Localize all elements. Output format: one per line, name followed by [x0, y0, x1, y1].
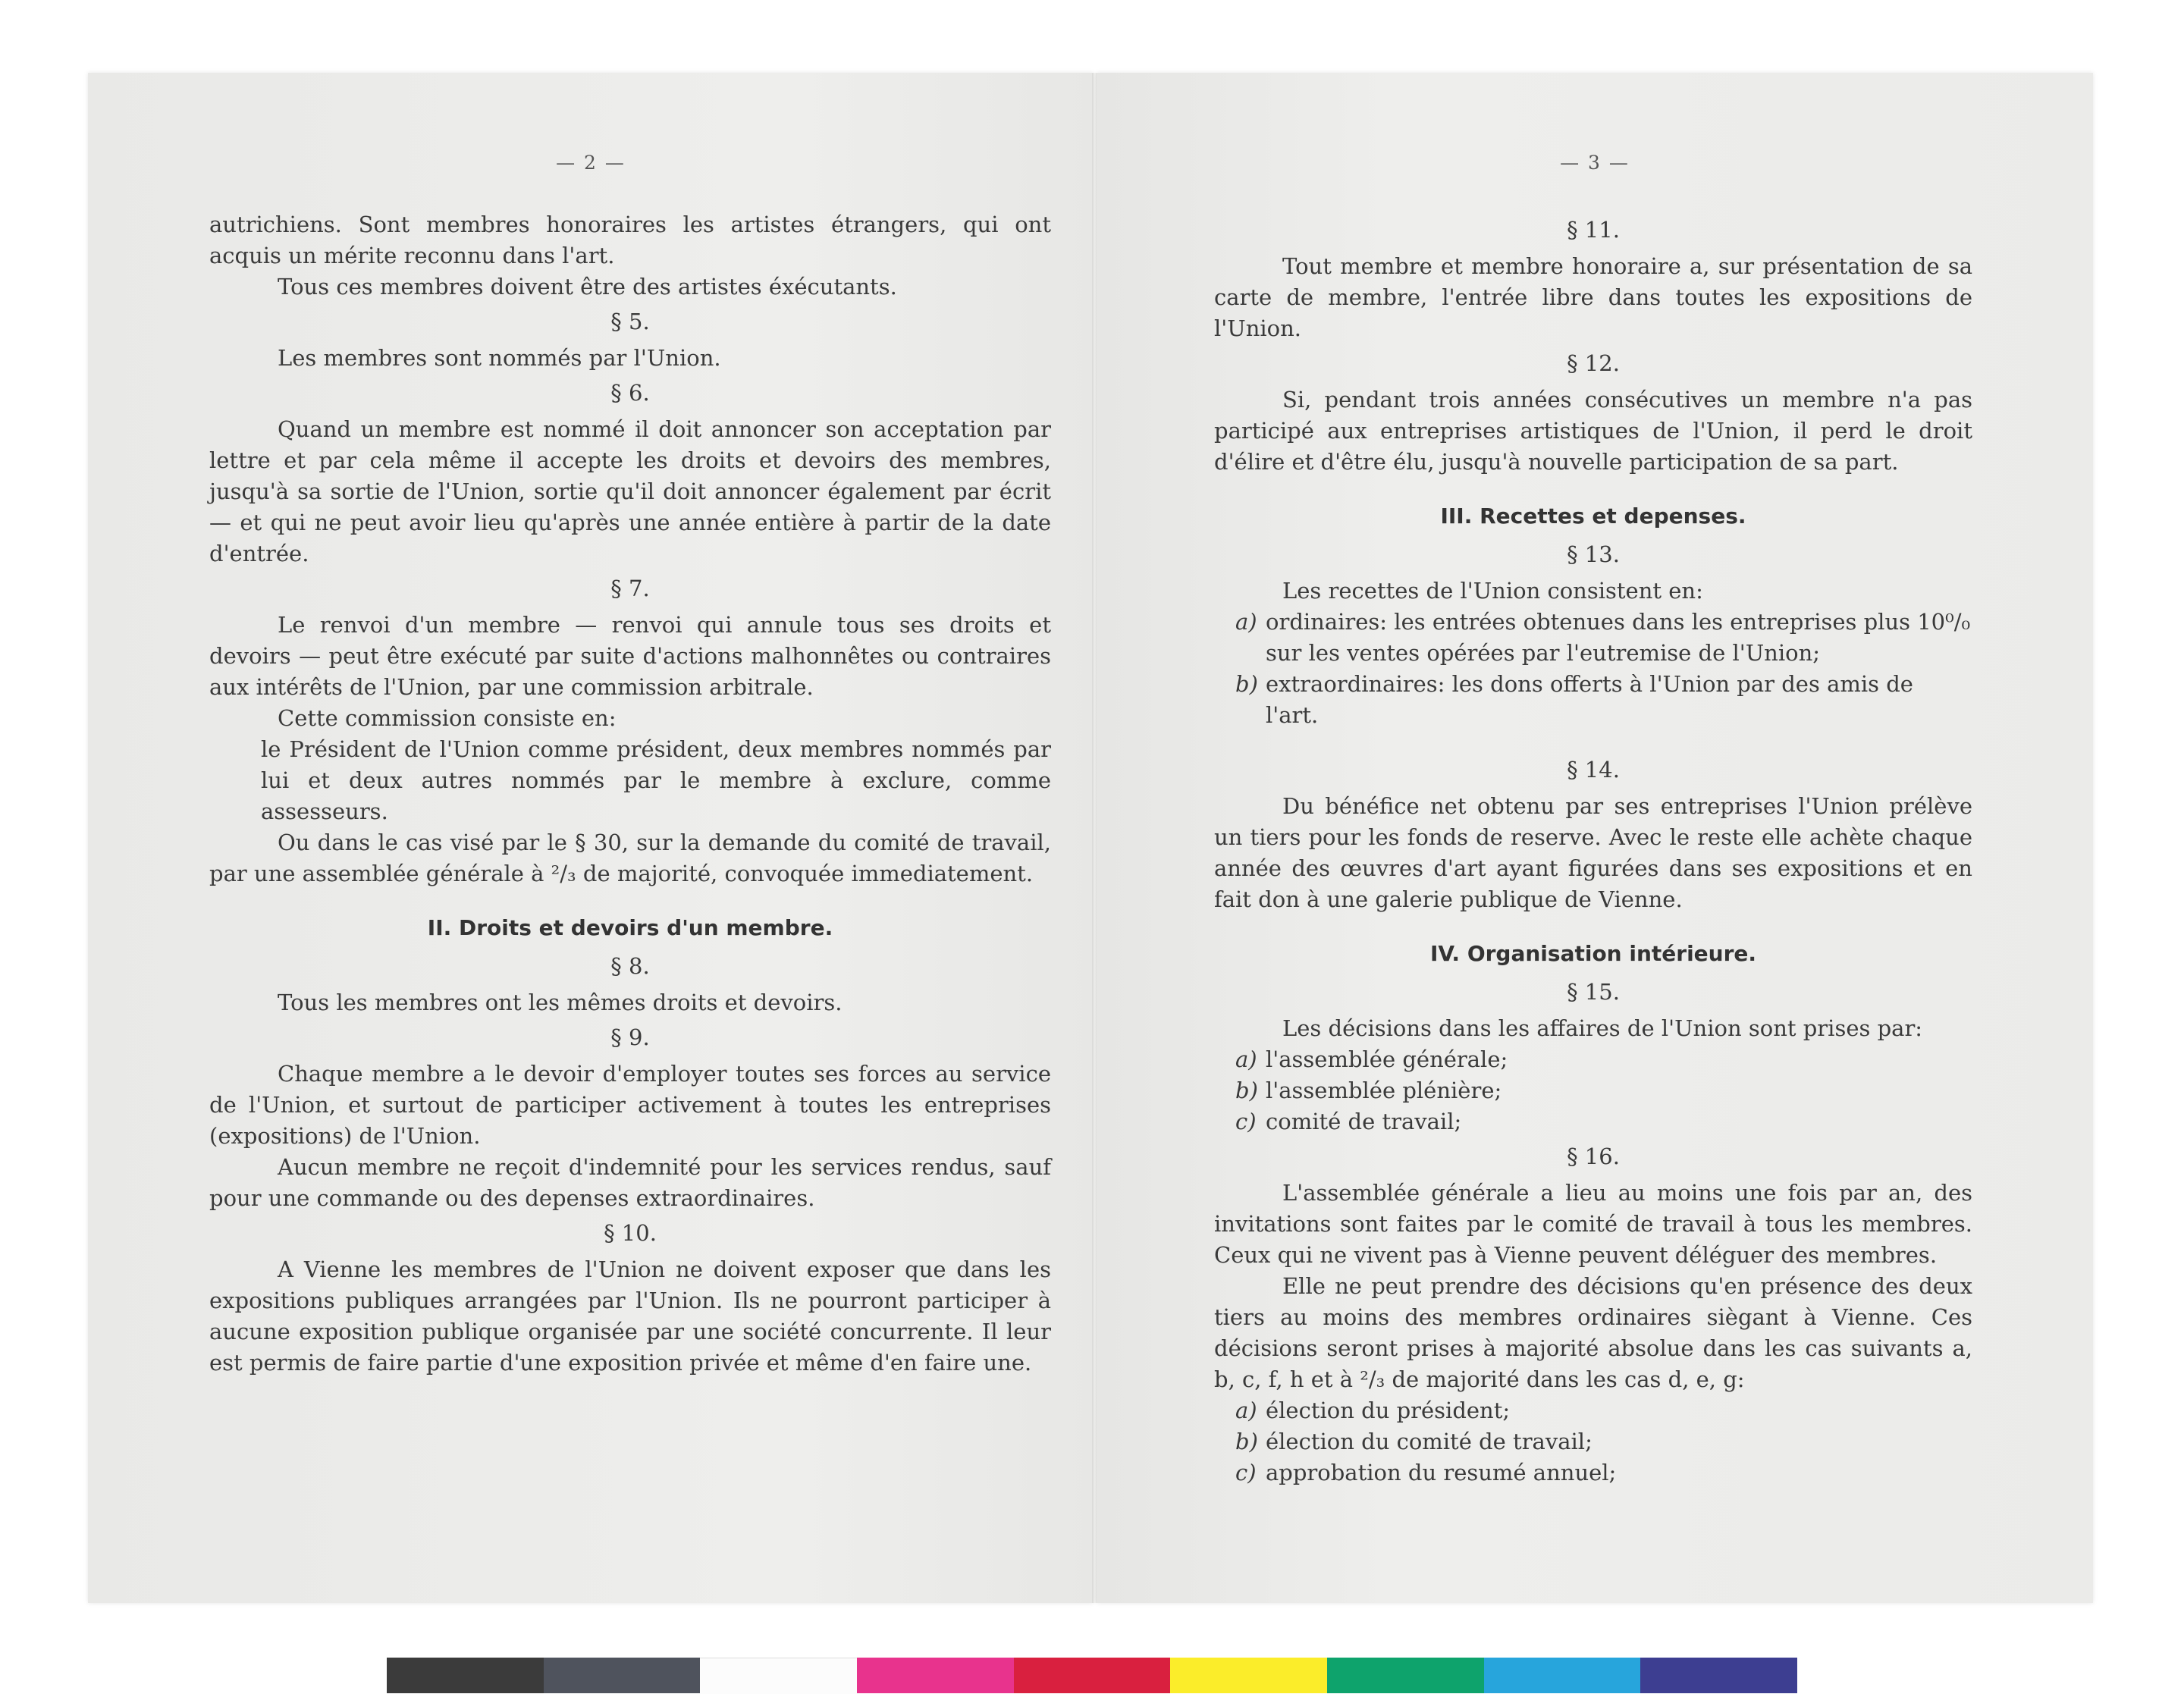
color-swatch — [544, 1658, 701, 1693]
section-number: § 16. — [1567, 1143, 1620, 1169]
color-calibration-bar — [387, 1658, 1797, 1693]
paragraph: Ou dans le cas visé par le § 30, sur la demande du comité de travail, par une assemblée générale à ²/₃ de majorité, convoquée immediatement. — [209, 830, 1051, 886]
color-swatch — [700, 1658, 857, 1694]
paragraph: A Vienne les membres de l'Union ne doivent exposer que dans les expositions publiques arrangées par l'Union. Ils ne pourront participer à aucune exposition publique organisée par une société concurrente. Il leur est permis de faire partie d'une exposition privée et même d'en faire une. — [209, 1256, 1051, 1376]
right-page-text — [1214, 211, 1972, 1489]
list-item-text: extraordinaires: les dons offerts à l'Union par des amis de l'art. — [1266, 671, 1913, 728]
paragraph: Elle ne peut prendre des décisions qu'en présence des deux tiers au moins des membres ordinaires siègant à Vienne. Ces décisions seront prises à majorité absolue dans les cas suivants a, b, c, f, h et à ²/₃ de majorité dans les cas d, e, g: — [1214, 1273, 1972, 1392]
list-item-text: comité de travail; — [1266, 1109, 1462, 1134]
section-number: § 6. — [610, 380, 650, 406]
list-item-label: a) — [1235, 1046, 1257, 1072]
list-item-text: élection du comité de travail; — [1266, 1429, 1592, 1454]
paragraph: Tous les membres ont les mêmes droits et devoirs. — [278, 990, 843, 1015]
left-page — [88, 73, 1094, 1603]
list-item — [1214, 1075, 1972, 1106]
chapter-heading: III. Recettes et depenses. — [1440, 503, 1746, 529]
list-item-text: l'assemblée générale; — [1266, 1046, 1508, 1072]
list-item-label: c) — [1235, 1460, 1257, 1485]
section-number: § 8. — [610, 953, 650, 979]
section-number: § 12. — [1567, 350, 1620, 376]
list-item — [1214, 669, 1972, 731]
list-item-text: ordinaires: les entrées obtenues dans les entreprises plus 10⁰/₀ sur les ventes opérées par l'eutremise de l'Union; — [1266, 609, 1971, 666]
list-item-label: a) — [1235, 609, 1257, 635]
list-item-label: b) — [1235, 1429, 1258, 1454]
list-item — [1214, 1426, 1972, 1457]
paragraph: Chaque membre a le devoir d'employer toutes ses forces au service de l'Union, et surtout de participer activement à toutes les entreprises (expositions) de l'Union. — [209, 1061, 1051, 1149]
color-swatch — [1170, 1658, 1327, 1693]
spacer — [1214, 731, 1972, 751]
paragraph: Tous ces membres doivent être des artistes éxécutants. — [278, 274, 897, 300]
right-page — [1097, 73, 2093, 1603]
paragraph: le Président de l'Union comme président, deux membres nommés par lui et deux autres nommés par le membre à exclure, comme assesseurs. — [261, 736, 1051, 824]
section-number: § 15. — [1567, 979, 1620, 1005]
paragraph: Tout membre et membre honoraire a, sur présentation de sa carte de membre, l'entrée libre dans toutes les expositions de l'Union. — [1214, 253, 1972, 341]
list-item-text: élection du président; — [1266, 1398, 1511, 1423]
paragraph: Les recettes de l'Union consistent en: — [1282, 578, 1703, 604]
paragraph: Si, pendant trois années consécutives un membre n'a pas participé aux entreprises artistiques de l'Union, il perd le droit d'élire et d'être élu, jusqu'à nouvelle participation de sa part. — [1214, 387, 1972, 475]
list-item — [1214, 1457, 1972, 1489]
list-item — [1214, 1106, 1972, 1137]
paragraph: Aucun membre ne reçoit d'indemnité pour les services rendus, sauf pour une commande ou des depenses extraordinaires. — [209, 1154, 1051, 1211]
paragraph: Les membres sont nommés par l'Union. — [278, 345, 721, 371]
list-item-text: approbation du resumé annuel; — [1266, 1460, 1617, 1485]
section-number: § 11. — [1567, 217, 1620, 243]
color-swatch — [1640, 1658, 1797, 1693]
section-number: § 14. — [1567, 757, 1620, 783]
list-item — [1214, 1044, 1972, 1075]
section-number: § 7. — [610, 576, 650, 601]
list-item-label: a) — [1235, 1398, 1257, 1423]
color-swatch — [857, 1658, 1014, 1693]
list-item-label: c) — [1235, 1109, 1257, 1134]
list-item-label: b) — [1235, 671, 1258, 697]
color-swatch — [387, 1658, 544, 1693]
list-item-label: b) — [1235, 1078, 1258, 1103]
section-number: § 10. — [604, 1220, 657, 1246]
color-swatch — [1014, 1658, 1171, 1693]
paragraph: Du bénéfice net obtenu par ses entreprises l'Union prélève un tiers pour les fonds de reserve. Avec le reste elle achète chaque année des œuvres d'art ayant figurées dans ses expositions et en fait don à une galerie publique de Vienne. — [1214, 793, 1972, 912]
paragraph: L'assemblée générale a lieu au moins une fois par an, des invitations sont faites par le comité de travail à tous les membres. Ceux qui ne vivent pas à Vienne peuvent déléguer des membres. — [1214, 1180, 1972, 1268]
list-item — [1214, 607, 1972, 669]
chapter-heading: IV. Organisation intérieure. — [1429, 941, 1757, 966]
section-number: § 9. — [610, 1024, 650, 1050]
paragraph: autrichiens. Sont membres honoraires les artistes étrangers, qui ont acquis un mérite reconnu dans l'art. — [209, 212, 1051, 268]
list-item — [1214, 1395, 1972, 1426]
section-number: § 13. — [1567, 541, 1620, 567]
list-item-text: l'assemblée plénière; — [1266, 1078, 1502, 1103]
paragraph: Le renvoi d'un membre — renvoi qui annule tous ses droits et devoirs — peut être exécuté par suite d'actions malhonnêtes ou contraires aux intérêts de l'Union, par une commission arbitrale. — [209, 612, 1051, 700]
page-number: — 2 — — [556, 152, 626, 174]
left-page-text — [209, 209, 1051, 1379]
chapter-heading: II. Droits et devoirs d'un membre. — [427, 915, 833, 940]
paragraph: Quand un membre est nommé il doit annoncer son acceptation par lettre et par cela même il accepte les droits et devoirs des membres, jusqu'à sa sortie de l'Union, sortie qu'il doit annoncer également par écrit — et qui ne peut avoir lieu qu'après une année entière à partir de la date d'entrée. — [209, 416, 1051, 566]
paragraph: Cette commission consiste en: — [278, 705, 617, 731]
page-number: — 3 — — [1560, 152, 1630, 174]
color-swatch — [1327, 1658, 1484, 1693]
section-number: § 5. — [610, 309, 650, 334]
paragraph: Les décisions dans les affaires de l'Union sont prises par: — [1282, 1015, 1923, 1041]
color-swatch — [1484, 1658, 1641, 1693]
